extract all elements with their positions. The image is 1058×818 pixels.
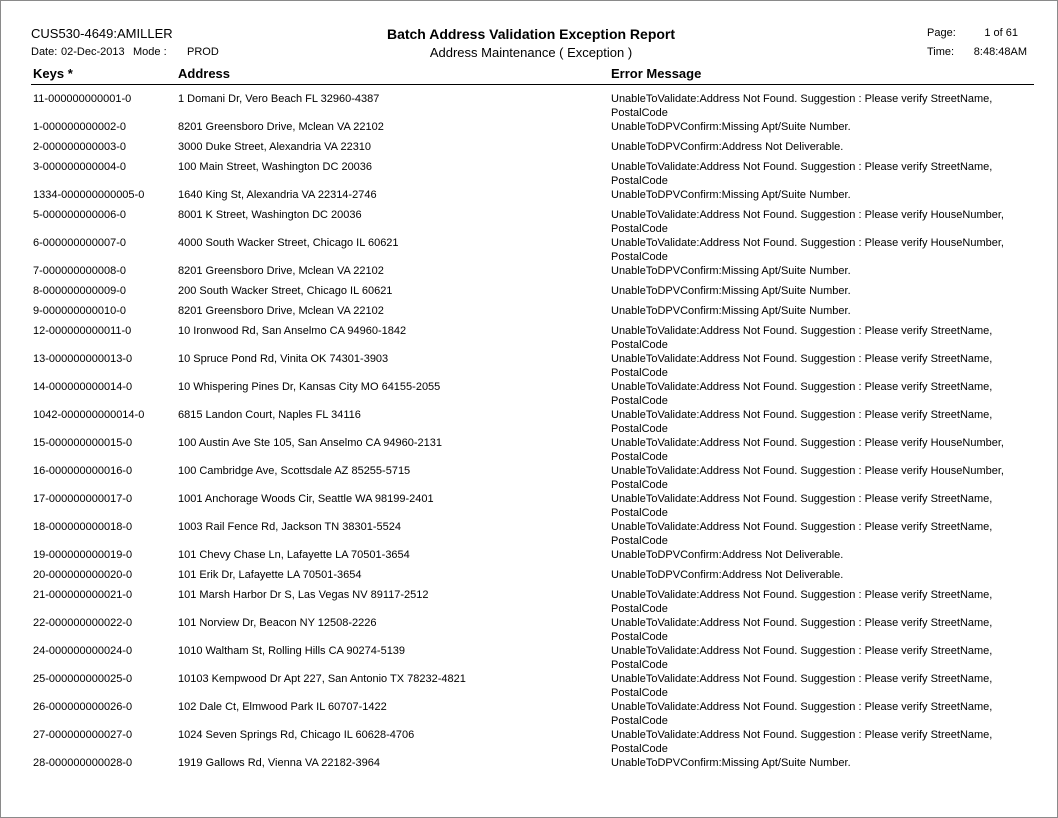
row-key: 5-000000000006-0	[33, 209, 126, 221]
row-address: 101 Chevy Chase Ln, Lafayette LA 70501-3654	[178, 549, 410, 561]
column-header-address: Address	[178, 66, 231, 81]
report-date: 02-Dec-2013	[61, 46, 125, 58]
row-key: 3-000000000004-0	[33, 161, 126, 173]
table-row	[1, 755, 1058, 775]
row-error-message: UnableToValidate:Address Not Found. Suggestion : Please verify StreetName, PostalCode	[611, 409, 993, 435]
table-row	[1, 139, 1058, 159]
table-row	[1, 567, 1058, 587]
row-address: 8201 Greensboro Drive, Mclean VA 22102	[178, 305, 384, 317]
row-error-message: UnableToValidate:Address Not Found. Suggestion : Please verify StreetName, PostalCode	[611, 381, 993, 407]
table-row	[1, 547, 1058, 567]
table-row	[1, 643, 1058, 671]
row-key: 12-000000000011-0	[33, 325, 132, 337]
row-address: 4000 South Wacker Street, Chicago IL 60621	[178, 237, 399, 249]
row-address: 101 Marsh Harbor Dr S, Las Vegas NV 89117-2512	[178, 589, 429, 601]
row-key: 14-000000000014-0	[33, 381, 133, 393]
row-address: 3000 Duke Street, Alexandria VA 22310	[178, 141, 372, 153]
row-error-message: UnableToValidate:Address Not Found. Suggestion : Please verify StreetName, PostalCode	[611, 729, 993, 755]
report-time: 8:48:48AM	[973, 46, 1027, 58]
row-key: 28-000000000028-0	[33, 757, 133, 769]
row-key: 19-000000000019-0	[33, 549, 133, 561]
report-subtitle: Address Maintenance ( Exception )	[429, 45, 633, 60]
report-title: Batch Address Validation Exception Report	[386, 26, 676, 42]
row-error-message: UnableToDPVConfirm:Missing Apt/Suite Number.	[611, 757, 851, 769]
date-label: Date:	[31, 46, 58, 58]
row-address: 101 Erik Dr, Lafayette LA 70501-3654	[178, 569, 362, 581]
row-address: 10 Ironwood Rd, San Anselmo CA 94960-1842	[178, 325, 407, 337]
row-key: 9-000000000010-0	[33, 305, 126, 317]
mode-label: Mode :	[133, 46, 167, 58]
row-error-message: UnableToValidate:Address Not Found. Suggestion : Please verify StreetName, PostalCode	[611, 521, 993, 547]
row-address: 1919 Gallows Rd, Vienna VA 22182-3964	[178, 757, 381, 769]
column-header-keys: Keys *	[33, 66, 73, 81]
table-row	[1, 303, 1058, 323]
row-error-message: UnableToValidate:Address Not Found. Suggestion : Please verify HouseNumber, PostalCode	[611, 465, 1004, 491]
row-key: 21-000000000021-0	[33, 589, 133, 601]
row-key: 1042-000000000014-0	[33, 409, 145, 421]
row-key: 7-000000000008-0	[33, 265, 126, 277]
table-row	[1, 435, 1058, 463]
table-row	[1, 491, 1058, 519]
row-key: 17-000000000017-0	[33, 493, 133, 505]
row-address: 100 Austin Ave Ste 105, San Anselmo CA 94960-2131	[178, 437, 442, 449]
table-row	[1, 283, 1058, 303]
time-label: Time:	[927, 46, 955, 58]
row-key: 22-000000000022-0	[33, 617, 133, 629]
row-address: 1001 Anchorage Woods Cir, Seattle WA 98199-2401	[178, 493, 434, 505]
row-key: 11-000000000001-0	[33, 93, 132, 105]
row-error-message: UnableToValidate:Address Not Found. Suggestion : Please verify HouseNumber, PostalCode	[611, 237, 1004, 263]
row-address: 8201 Greensboro Drive, Mclean VA 22102	[178, 265, 384, 277]
row-key: 8-000000000009-0	[33, 285, 126, 297]
row-error-message: UnableToValidate:Address Not Found. Suggestion : Please verify StreetName, PostalCode	[611, 93, 993, 119]
row-address: 8001 K Street, Washington DC 20036	[178, 209, 362, 221]
row-key: 25-000000000025-0	[33, 673, 133, 685]
row-key: 16-000000000016-0	[33, 465, 133, 477]
table-row	[1, 615, 1058, 643]
row-error-message: UnableToDPVConfirm:Address Not Deliverable.	[611, 141, 844, 153]
row-error-message: UnableToValidate:Address Not Found. Suggestion : Please verify StreetName, PostalCode	[611, 645, 993, 671]
row-error-message: UnableToDPVConfirm:Address Not Deliverable.	[611, 549, 844, 561]
row-error-message: UnableToDPVConfirm:Missing Apt/Suite Number.	[611, 305, 851, 317]
row-key: 1-000000000002-0	[33, 121, 126, 133]
row-key: 18-000000000018-0	[33, 521, 133, 533]
table-row	[1, 671, 1058, 699]
row-error-message: UnableToValidate:Address Not Found. Suggestion : Please verify HouseNumber, PostalCode	[611, 437, 1004, 463]
row-error-message: UnableToDPVConfirm:Missing Apt/Suite Number.	[611, 265, 851, 277]
row-key: 15-000000000015-0	[33, 437, 133, 449]
row-address: 100 Main Street, Washington DC 20036	[178, 161, 373, 173]
table-row	[1, 351, 1058, 379]
row-error-message: UnableToValidate:Address Not Found. Suggestion : Please verify StreetName, PostalCode	[611, 325, 993, 351]
row-error-message: UnableToDPVConfirm:Address Not Deliverable.	[611, 569, 844, 581]
row-error-message: UnableToDPVConfirm:Missing Apt/Suite Number.	[611, 189, 851, 201]
row-error-message: UnableToValidate:Address Not Found. Suggestion : Please verify StreetName, PostalCode	[611, 673, 993, 699]
table-row	[1, 207, 1058, 235]
row-address: 100 Cambridge Ave, Scottsdale AZ 85255-5715	[178, 465, 411, 477]
table-row	[1, 159, 1058, 187]
row-error-message: UnableToValidate:Address Not Found. Suggestion : Please verify StreetName, PostalCode	[611, 161, 993, 187]
row-key: 20-000000000020-0	[33, 569, 133, 581]
report-user-id: CUS530-4649:AMILLER	[31, 26, 173, 41]
row-address: 1024 Seven Springs Rd, Chicago IL 60628-4706	[178, 729, 415, 741]
row-address: 1640 King St, Alexandria VA 22314-2746	[178, 189, 377, 201]
table-row	[1, 323, 1058, 351]
table-row	[1, 587, 1058, 615]
row-error-message: UnableToDPVConfirm:Missing Apt/Suite Number.	[611, 285, 851, 297]
row-address: 102 Dale Ct, Elmwood Park IL 60707-1422	[178, 701, 387, 713]
row-address: 10 Whispering Pines Dr, Kansas City MO 64155-2055	[178, 381, 441, 393]
row-address: 200 South Wacker Street, Chicago IL 60621	[178, 285, 393, 297]
row-error-message: UnableToValidate:Address Not Found. Suggestion : Please verify StreetName, PostalCode	[611, 589, 993, 615]
table-row	[1, 187, 1058, 207]
table-row	[1, 91, 1058, 119]
row-address: 101 Norview Dr, Beacon NY 12508-2226	[178, 617, 377, 629]
row-key: 13-000000000013-0	[33, 353, 133, 365]
row-error-message: UnableToDPVConfirm:Missing Apt/Suite Number.	[611, 121, 851, 133]
page-label: Page:	[927, 27, 956, 39]
table-row	[1, 407, 1058, 435]
row-error-message: UnableToValidate:Address Not Found. Suggestion : Please verify StreetName, PostalCode	[611, 353, 993, 379]
row-address: 1003 Rail Fence Rd, Jackson TN 38301-5524	[178, 521, 401, 533]
row-address: 8201 Greensboro Drive, Mclean VA 22102	[178, 121, 384, 133]
row-key: 26-000000000026-0	[33, 701, 133, 713]
table-row	[1, 263, 1058, 283]
row-address: 10103 Kempwood Dr Apt 227, San Antonio TX 78232-4821	[178, 673, 466, 685]
row-error-message: UnableToValidate:Address Not Found. Suggestion : Please verify StreetName, PostalCode	[611, 701, 993, 727]
table-row	[1, 235, 1058, 263]
table-row	[1, 463, 1058, 491]
row-error-message: UnableToValidate:Address Not Found. Suggestion : Please verify StreetName, PostalCode	[611, 617, 993, 643]
row-error-message: UnableToValidate:Address Not Found. Suggestion : Please verify StreetName, PostalCode	[611, 493, 993, 519]
table-row	[1, 727, 1058, 755]
row-error-message: UnableToValidate:Address Not Found. Suggestion : Please verify HouseNumber, PostalCode	[611, 209, 1004, 235]
exception-table-body	[1, 91, 1058, 775]
table-row	[1, 379, 1058, 407]
column-header-error-message: Error Message	[611, 66, 702, 81]
table-row	[1, 119, 1058, 139]
page-number: 1 of 61	[984, 27, 1018, 39]
row-key: 27-000000000027-0	[33, 729, 133, 741]
row-key: 2-000000000003-0	[33, 141, 126, 153]
header-divider	[31, 84, 1034, 85]
row-address: 1 Domani Dr, Vero Beach FL 32960-4387	[178, 93, 380, 105]
row-address: 1010 Waltham St, Rolling Hills CA 90274-5139	[178, 645, 406, 657]
row-address: 6815 Landon Court, Naples FL 34116	[178, 409, 361, 421]
row-key: 6-000000000007-0	[33, 237, 126, 249]
table-row	[1, 519, 1058, 547]
row-address: 10 Spruce Pond Rd, Vinita OK 74301-3903	[178, 353, 389, 365]
row-key: 1334-000000000005-0	[33, 189, 145, 201]
table-row	[1, 699, 1058, 727]
report-mode: PROD	[187, 46, 219, 58]
row-key: 24-000000000024-0	[33, 645, 133, 657]
